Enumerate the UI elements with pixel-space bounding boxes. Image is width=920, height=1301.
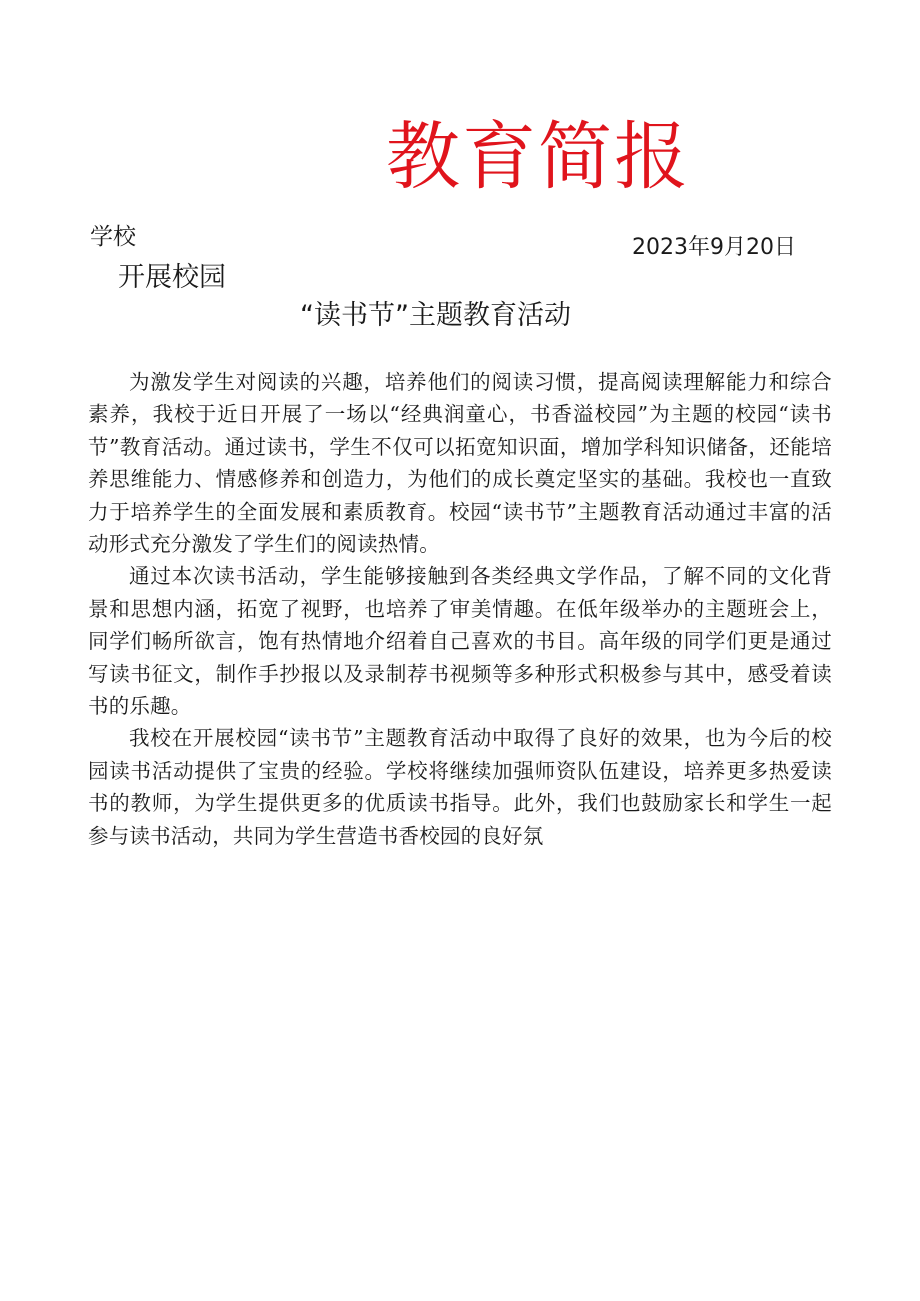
article-body bbox=[88, 366, 832, 852]
school-label: 学校 bbox=[90, 224, 136, 250]
masthead-title: 教育简报 bbox=[386, 114, 690, 200]
article-paragraph-1: 为激发学生对阅读的兴趣，培养他们的阅读习惯，提高阅读理解能力和综合素养，我校于近日开展了一场以“经典润童心，书香溢校园”为主题的校园“读书节”教育活动。通过读书，学生不仅可以拓宽知识面，增加学科知识储备，还能培养思维能力、情感修养和创造力，为他们的成长奠定坚实的基础。我校也一直致力于培养学生的全面发展和素质教育。校园“读书节”主题教育活动通过丰富的活动形式充分激发了学生们的阅读热情。 bbox=[88, 370, 832, 557]
article-paragraph-3: 我校在开展校园“读书节”主题教育活动中取得了良好的效果，也为今后的校园读书活动提供了宝贵的经验。学校将继续加强师资队伍建设，培养更多热爱读书的教师，为学生提供更多的优质读书指导。此外，我们也鼓励家长和学生一起参与读书活动，共同为学生营造书香校园的良好氛 bbox=[88, 726, 832, 848]
publication-date: 2023年9月20日 bbox=[632, 235, 796, 260]
headline-line-1: 开展校园 bbox=[118, 262, 226, 293]
article-paragraph-2: 通过本次读书活动，学生能够接触到各类经典文学作品，了解不同的文化背景和思想内涵，拓宽了视野，也培养了审美情趣。在低年级举办的主题班会上，同学们畅所欲言，饱有热情地介绍着自己喜欢的书目。高年级的同学们更是通过写读书征文，制作手抄报以及录制荐书视频等多种形式积极参与其中，感受着读书的乐趣。 bbox=[88, 564, 832, 719]
headline-line-2: “读书节”主题教育活动 bbox=[300, 300, 571, 331]
